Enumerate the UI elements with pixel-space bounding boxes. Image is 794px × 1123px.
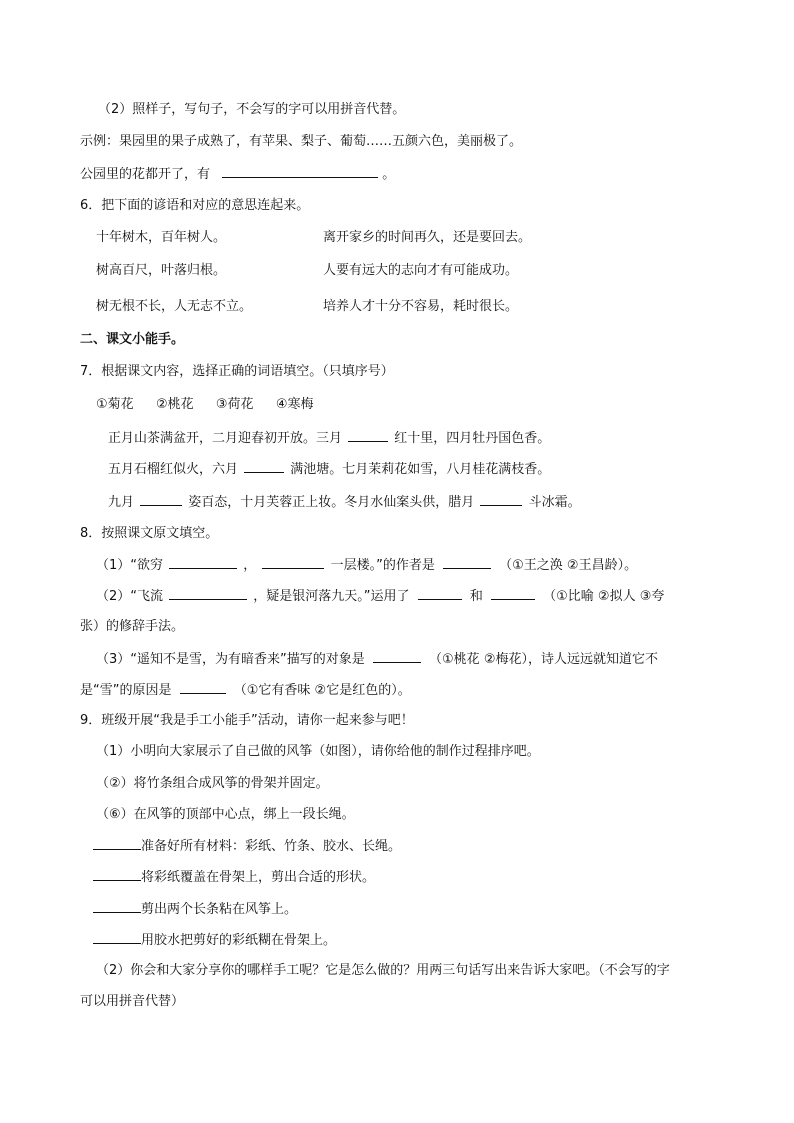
q9-step [93,837,401,856]
q6-left-item[interactable]: 树无根不长，人无志不立。 [96,299,253,314]
answer-blank[interactable] [443,556,491,569]
q7-title: 7．根据课文内容，选择正确的词语填空。（只填序号） [80,364,394,379]
q7-option: ①菊花 [96,397,134,412]
q9-step-text: 剪出两个长条粘在风筝上。 [141,902,298,917]
answer-blank[interactable] [140,493,182,506]
q8-part-3-b: （①桃花 ②梅花），诗人远远就知道它不 [429,652,658,667]
q8-part-2-d: （①比喻 ②拟人 ③夸 [543,589,665,604]
answer-blank[interactable] [262,556,324,569]
q8-part-1-c: 一层楼。”的作者是 [330,558,435,573]
q8-part-3 [96,650,658,669]
q9-step: （⑥）在风筝的顶部中心点，绑上一段长绳。 [96,807,355,822]
answer-blank[interactable] [491,587,535,600]
answer-blank[interactable] [169,556,237,569]
q6-right-item[interactable]: 离开家乡的时间再久，还是要回去。 [323,230,532,245]
q5-2-prompt [80,165,395,184]
answer-blank[interactable] [169,587,247,600]
q7-line-3-b: 姿百态，十月芙蓉正上妆。冬月水仙案头供，腊月 [188,495,475,510]
q5-2-instruction: （2）照样子，写句子，不会写的字可以用拼音代替。 [98,102,406,117]
q5-2-prompt-end: 。 [382,167,396,182]
answer-blank[interactable] [222,165,378,178]
answer-blank[interactable] [373,650,421,663]
q7-line-2-b: 满池塘。七月茉莉花如雪，八月桂花满枝香。 [290,462,551,477]
q9-part-2-cont: 可以用拼音代替） [80,994,185,1009]
q5-2-prompt-start: 公园里的花都开了，有 [80,167,211,182]
q7-option: ③荷花 [215,397,254,412]
q9-step: （②）将竹条组合成风筝的骨架并固定。 [96,776,329,791]
q8-part-1-b: ， [243,558,257,573]
q7-line-3-c: 斗冰霜。 [528,495,581,510]
q6-left-item[interactable]: 树高百尺，叶落归根。 [96,263,227,278]
q8-title: 8．按照课文原文填空。 [80,526,219,541]
q7-line-1 [108,429,550,448]
q7-line-1-b: 红十里，四月牡丹国色香。 [394,431,551,446]
q9-part-2: （2）你会和大家分享你的哪样手工呢？它是怎么做的？用两三句话写出来告诉大家吧。（不会写的字 [96,963,670,978]
q8-part-2-c: 和 [469,589,483,604]
answer-blank[interactable] [244,460,284,473]
q9-step-text: 将彩纸覆盖在骨架上，剪出合适的形状。 [141,870,376,885]
q7-line-2 [108,460,550,479]
answer-blank[interactable] [93,837,141,850]
q8-part-3-a: （3）“遥知不是雪，为有暗香来”描写的对象是 [96,652,365,667]
q8-part-2-b: ，疑是银河落九天。”运用了 [253,589,410,604]
q5-2-example: 示例：果园里的果子成熟了，有苹果、梨子、葡萄……五颜六色，美丽极了。 [80,134,523,149]
answer-blank[interactable] [93,868,141,881]
q8-part-2-a: （2）“飞流 [96,589,164,604]
q6-right-item[interactable]: 培养人才十分不容易，耗时很长。 [323,299,519,314]
answer-blank[interactable] [480,493,522,506]
answer-blank[interactable] [348,429,388,442]
q8-part-1 [96,556,637,575]
q9-title: 9．班级开展“我是手工小能手”活动，请你一起来参与吧！ [80,713,414,728]
q8-part-2 [96,587,664,606]
q6-left-item[interactable]: 十年树木，百年树人。 [96,230,227,245]
q7-option: ④寒梅 [275,397,314,412]
q7-line-3-a: 九月 [108,495,135,510]
q9-step [93,931,336,950]
q9-step-text: 用胶水把剪好的彩纸糊在骨架上。 [141,933,337,948]
q9-part-1: （1）小明向大家展示了自己做的风筝（如图），请你给他的制作过程排序吧。 [96,744,540,759]
q9-step-text: 准备好所有材料：彩纸、竹条、胶水、长绳。 [141,839,402,854]
q8-part-2-cont: 张）的修辞手法。 [80,619,185,634]
q9-step [93,900,297,919]
q7-options [96,396,313,414]
q6-title: 6．把下面的谚语和对应的意思连起来。 [80,198,310,213]
q7-line-1-a: 正月山茶满盆开，二月迎春初开放。三月 [108,431,343,446]
section-2-title: 二、课文小能手。 [80,332,185,347]
q8-part-3-cont [80,681,411,700]
q6-right-item[interactable]: 人要有远大的志向才有可能成功。 [323,263,519,278]
q8-part-3-c: 是“雪”的原因是 [80,683,172,698]
q9-step [93,868,375,887]
answer-blank[interactable] [93,931,141,944]
answer-blank[interactable] [180,681,226,694]
q7-line-2-a: 五月石榴红似火，六月 [108,462,239,477]
answer-blank[interactable] [93,900,141,913]
q7-line-3 [108,493,581,512]
q8-part-3-d: （①它有香味 ②它是红色的）。 [233,683,411,698]
answer-blank[interactable] [418,587,462,600]
q8-part-1-d: （①王之涣 ②王昌龄）。 [499,558,638,573]
q7-option: ②桃花 [155,397,194,412]
q8-part-1-a: （1）“欲穷 [96,558,164,573]
